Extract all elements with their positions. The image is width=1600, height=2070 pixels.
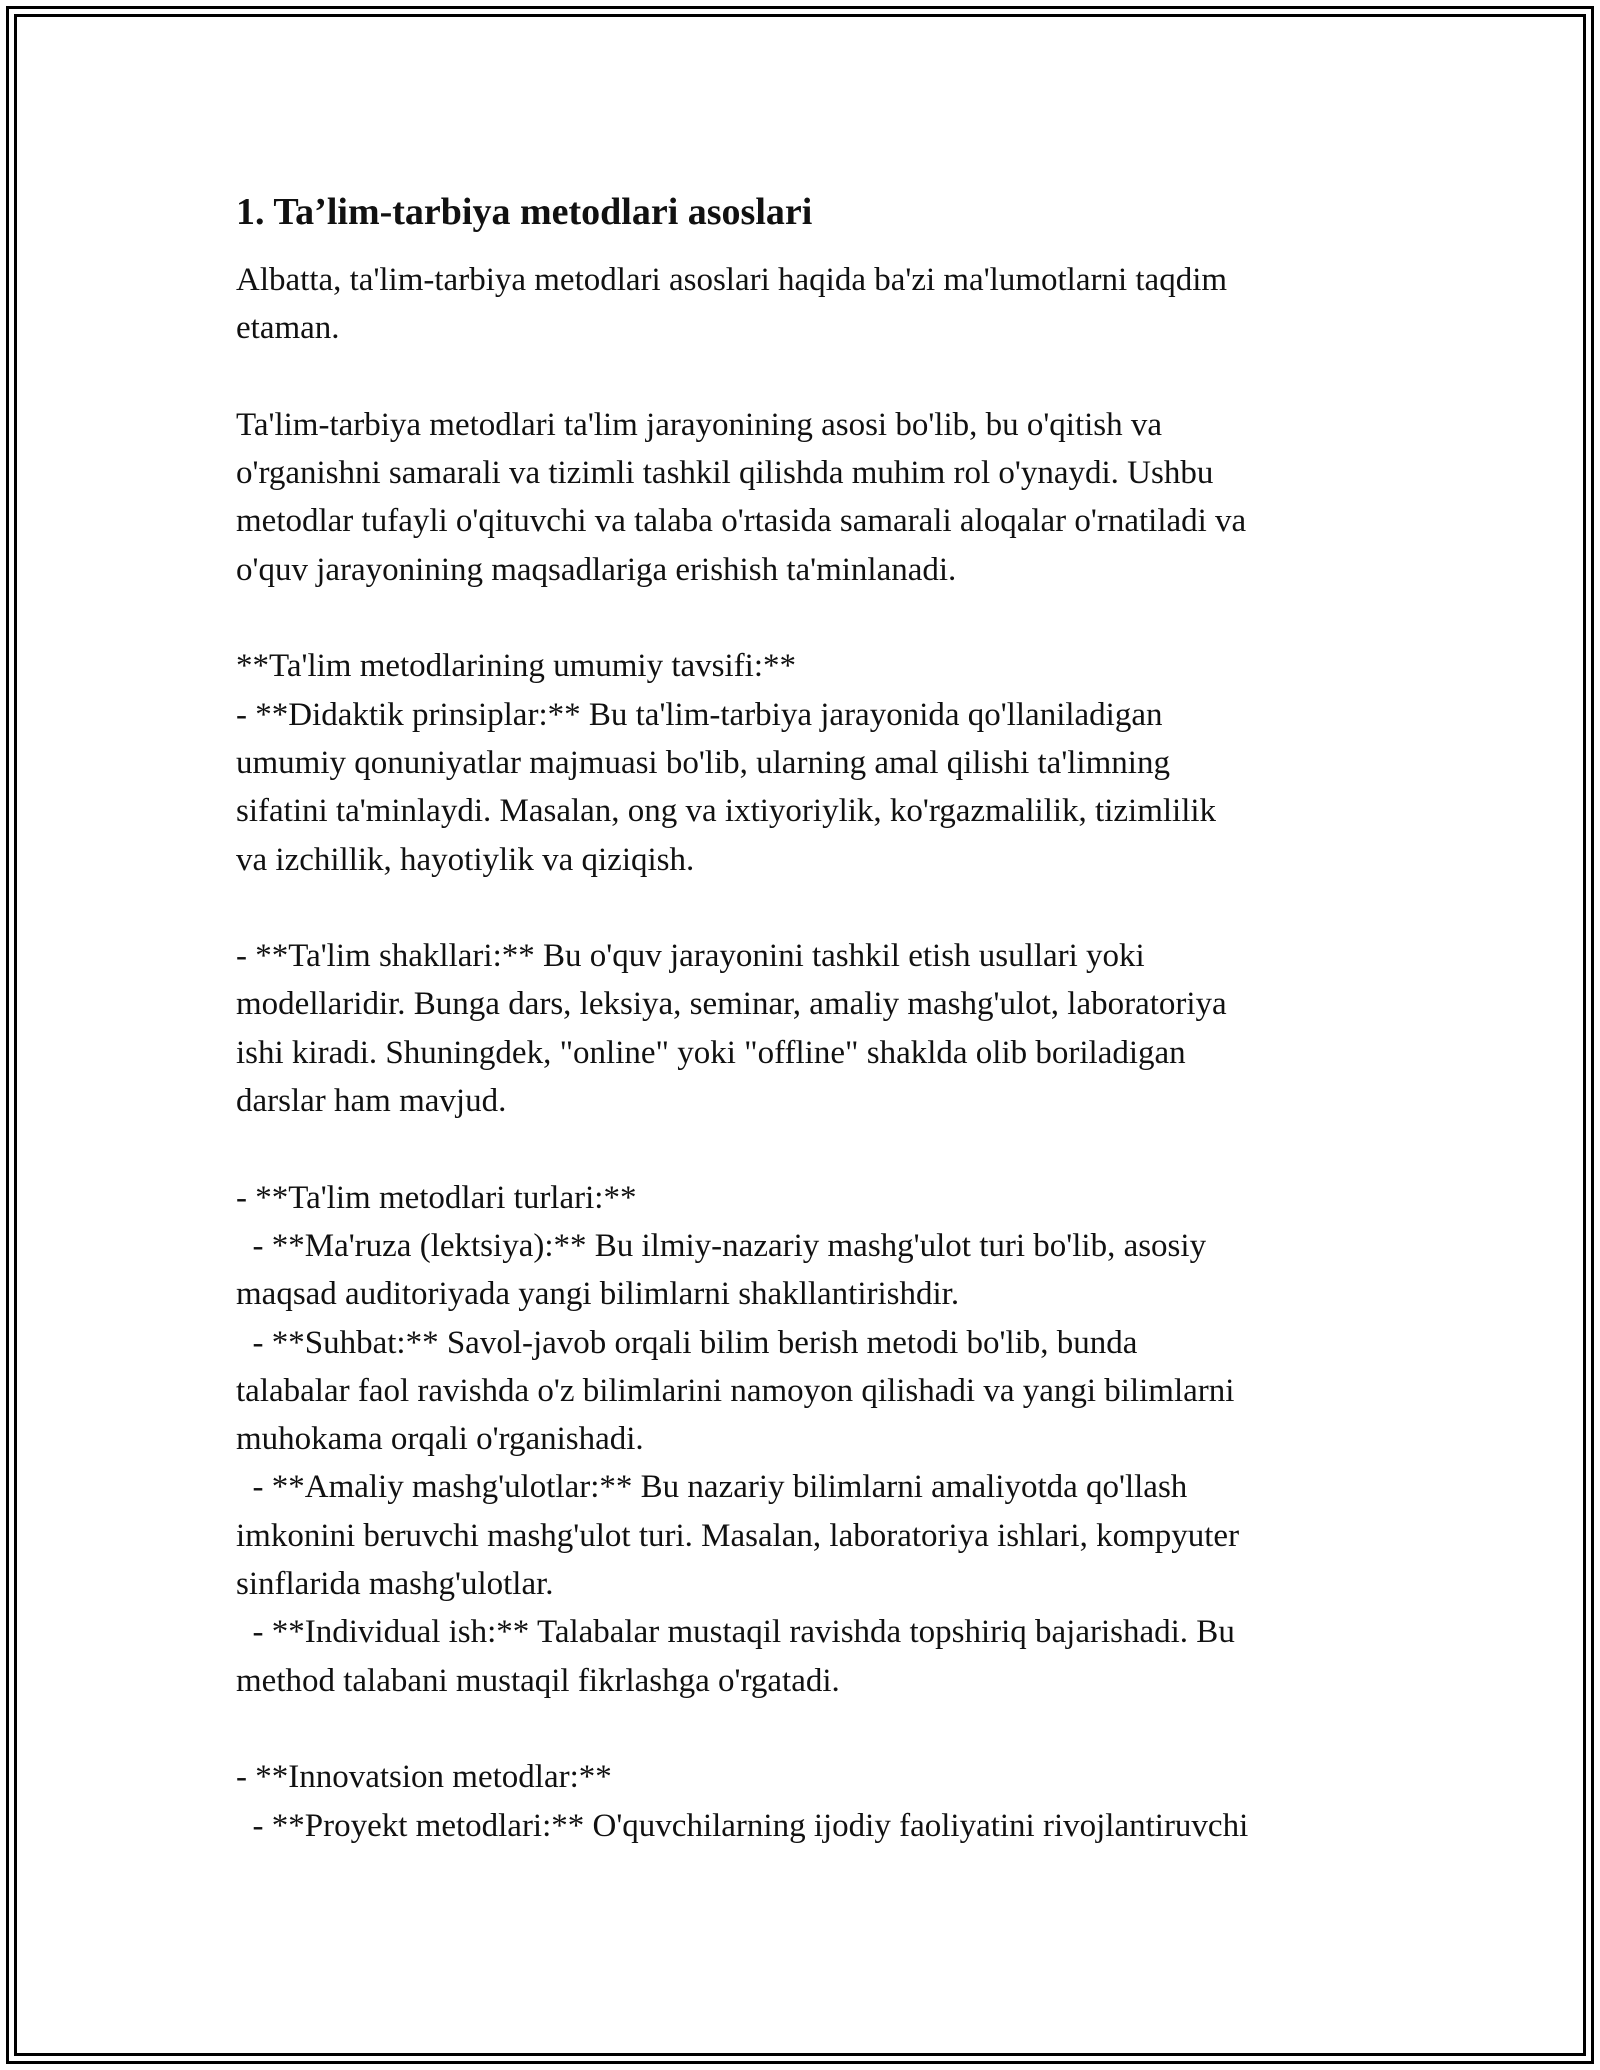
text-line: - **Didaktik prinsiplar:** Bu ta'lim-tarbiya jarayonida qo'llaniladigan (236, 696, 1163, 733)
text-line: sinflarida mashg'ulotlar. (236, 1566, 554, 1603)
text-line: - **Proyekt metodlari:** O'quvchilarning ijodiy faoliyatini rivojlantiruvchi (236, 1807, 1249, 1844)
text-line: - **Ma'ruza (lektsiya):** Bu ilmiy-nazariy mashg'ulot turi bo'lib, asosiy (236, 1227, 1207, 1264)
page-title: 1. Ta’lim-tarbiya metodlari asoslari (236, 191, 813, 233)
text-line: imkonini beruvchi mashg'ulot turi. Masalan, laboratoriya ishlari, kompyuter (236, 1517, 1240, 1554)
text-line: etaman. (236, 310, 340, 347)
text-line: - **Innovatsion metodlar:** (236, 1759, 612, 1796)
text-line: method talabani mustaqil fikrlashga o'rgatadi. (236, 1662, 840, 1699)
blank-line (236, 594, 1376, 642)
text-line: - **Amaliy mashg'ulotlar:** Bu nazariy bilimlarni amaliyotda qo'llash (236, 1469, 1188, 1506)
blank-line (236, 353, 1376, 401)
text-line: metodlar tufayli o'qituvchi va talaba o'rtasida samarali aloqalar o'rnatiladi va (236, 503, 1247, 540)
document-body (236, 186, 1376, 1850)
text-line: Albatta, ta'lim-tarbiya metodlari asoslari haqida ba'zi ma'lumotlarni taqdim (236, 262, 1228, 298)
blank-line (236, 884, 1376, 932)
text-line: o'quv jarayonining maqsadlariga erishish ta'minlanadi. (236, 551, 957, 588)
text-line: modellaridir. Bunga dars, leksiya, seminar, amaliy mashg'ulot, laboratoriya (236, 986, 1227, 1023)
text-line: - **Individual ish:** Talabalar mustaqil ravishda topshiriq bajarishadi. Bu (236, 1614, 1235, 1651)
text-line: - **Suhbat:** Savol-javob orqali bilim berish metodi bo'lib, bunda (236, 1324, 1138, 1361)
blank-line (236, 1705, 1376, 1753)
blank-line (236, 1125, 1376, 1173)
text-line: Ta'lim-tarbiya metodlari ta'lim jarayonining asosi bo'lib, bu o'qitish va (236, 406, 1163, 443)
text-line: - **Ta'lim shakllari:** Bu o'quv jarayonini tashkil etish usullari yoki (236, 938, 1145, 975)
text-line: maqsad auditoriyada yangi bilimlarni shakllantirishdir. (236, 1276, 960, 1313)
document-text (236, 256, 1376, 1850)
text-line: umumiy qonuniyatlar majmuasi bo'lib, ularning amal qilishi ta'limning (236, 744, 1170, 781)
text-line: muhokama orqali o'rganishadi. (236, 1421, 644, 1458)
text-line: sifatini ta'minlaydi. Masalan, ong va ixtiyoriylik, ko'rgazmalilik, tizimlilik (236, 793, 1217, 830)
text-line: talabalar faol ravishda o'z bilimlarini namoyon qilishadi va yangi bilimlarni (236, 1372, 1235, 1409)
text-line: **Ta'lim metodlarining umumiy tavsifi:** (236, 648, 796, 685)
text-line: ishi kiradi. Shuningdek, "online" yoki "offline" shaklda olib boriladigan (236, 1034, 1186, 1071)
text-line: darslar ham mavjud. (236, 1083, 507, 1120)
text-line: - **Ta'lim metodlari turlari:** (236, 1179, 637, 1216)
text-line: o'rganishni samarali va tizimli tashkil qilishda muhim rol o'ynaydi. Ushbu (236, 455, 1214, 492)
text-line: va izchillik, hayotiylik va qiziqish. (236, 841, 695, 878)
